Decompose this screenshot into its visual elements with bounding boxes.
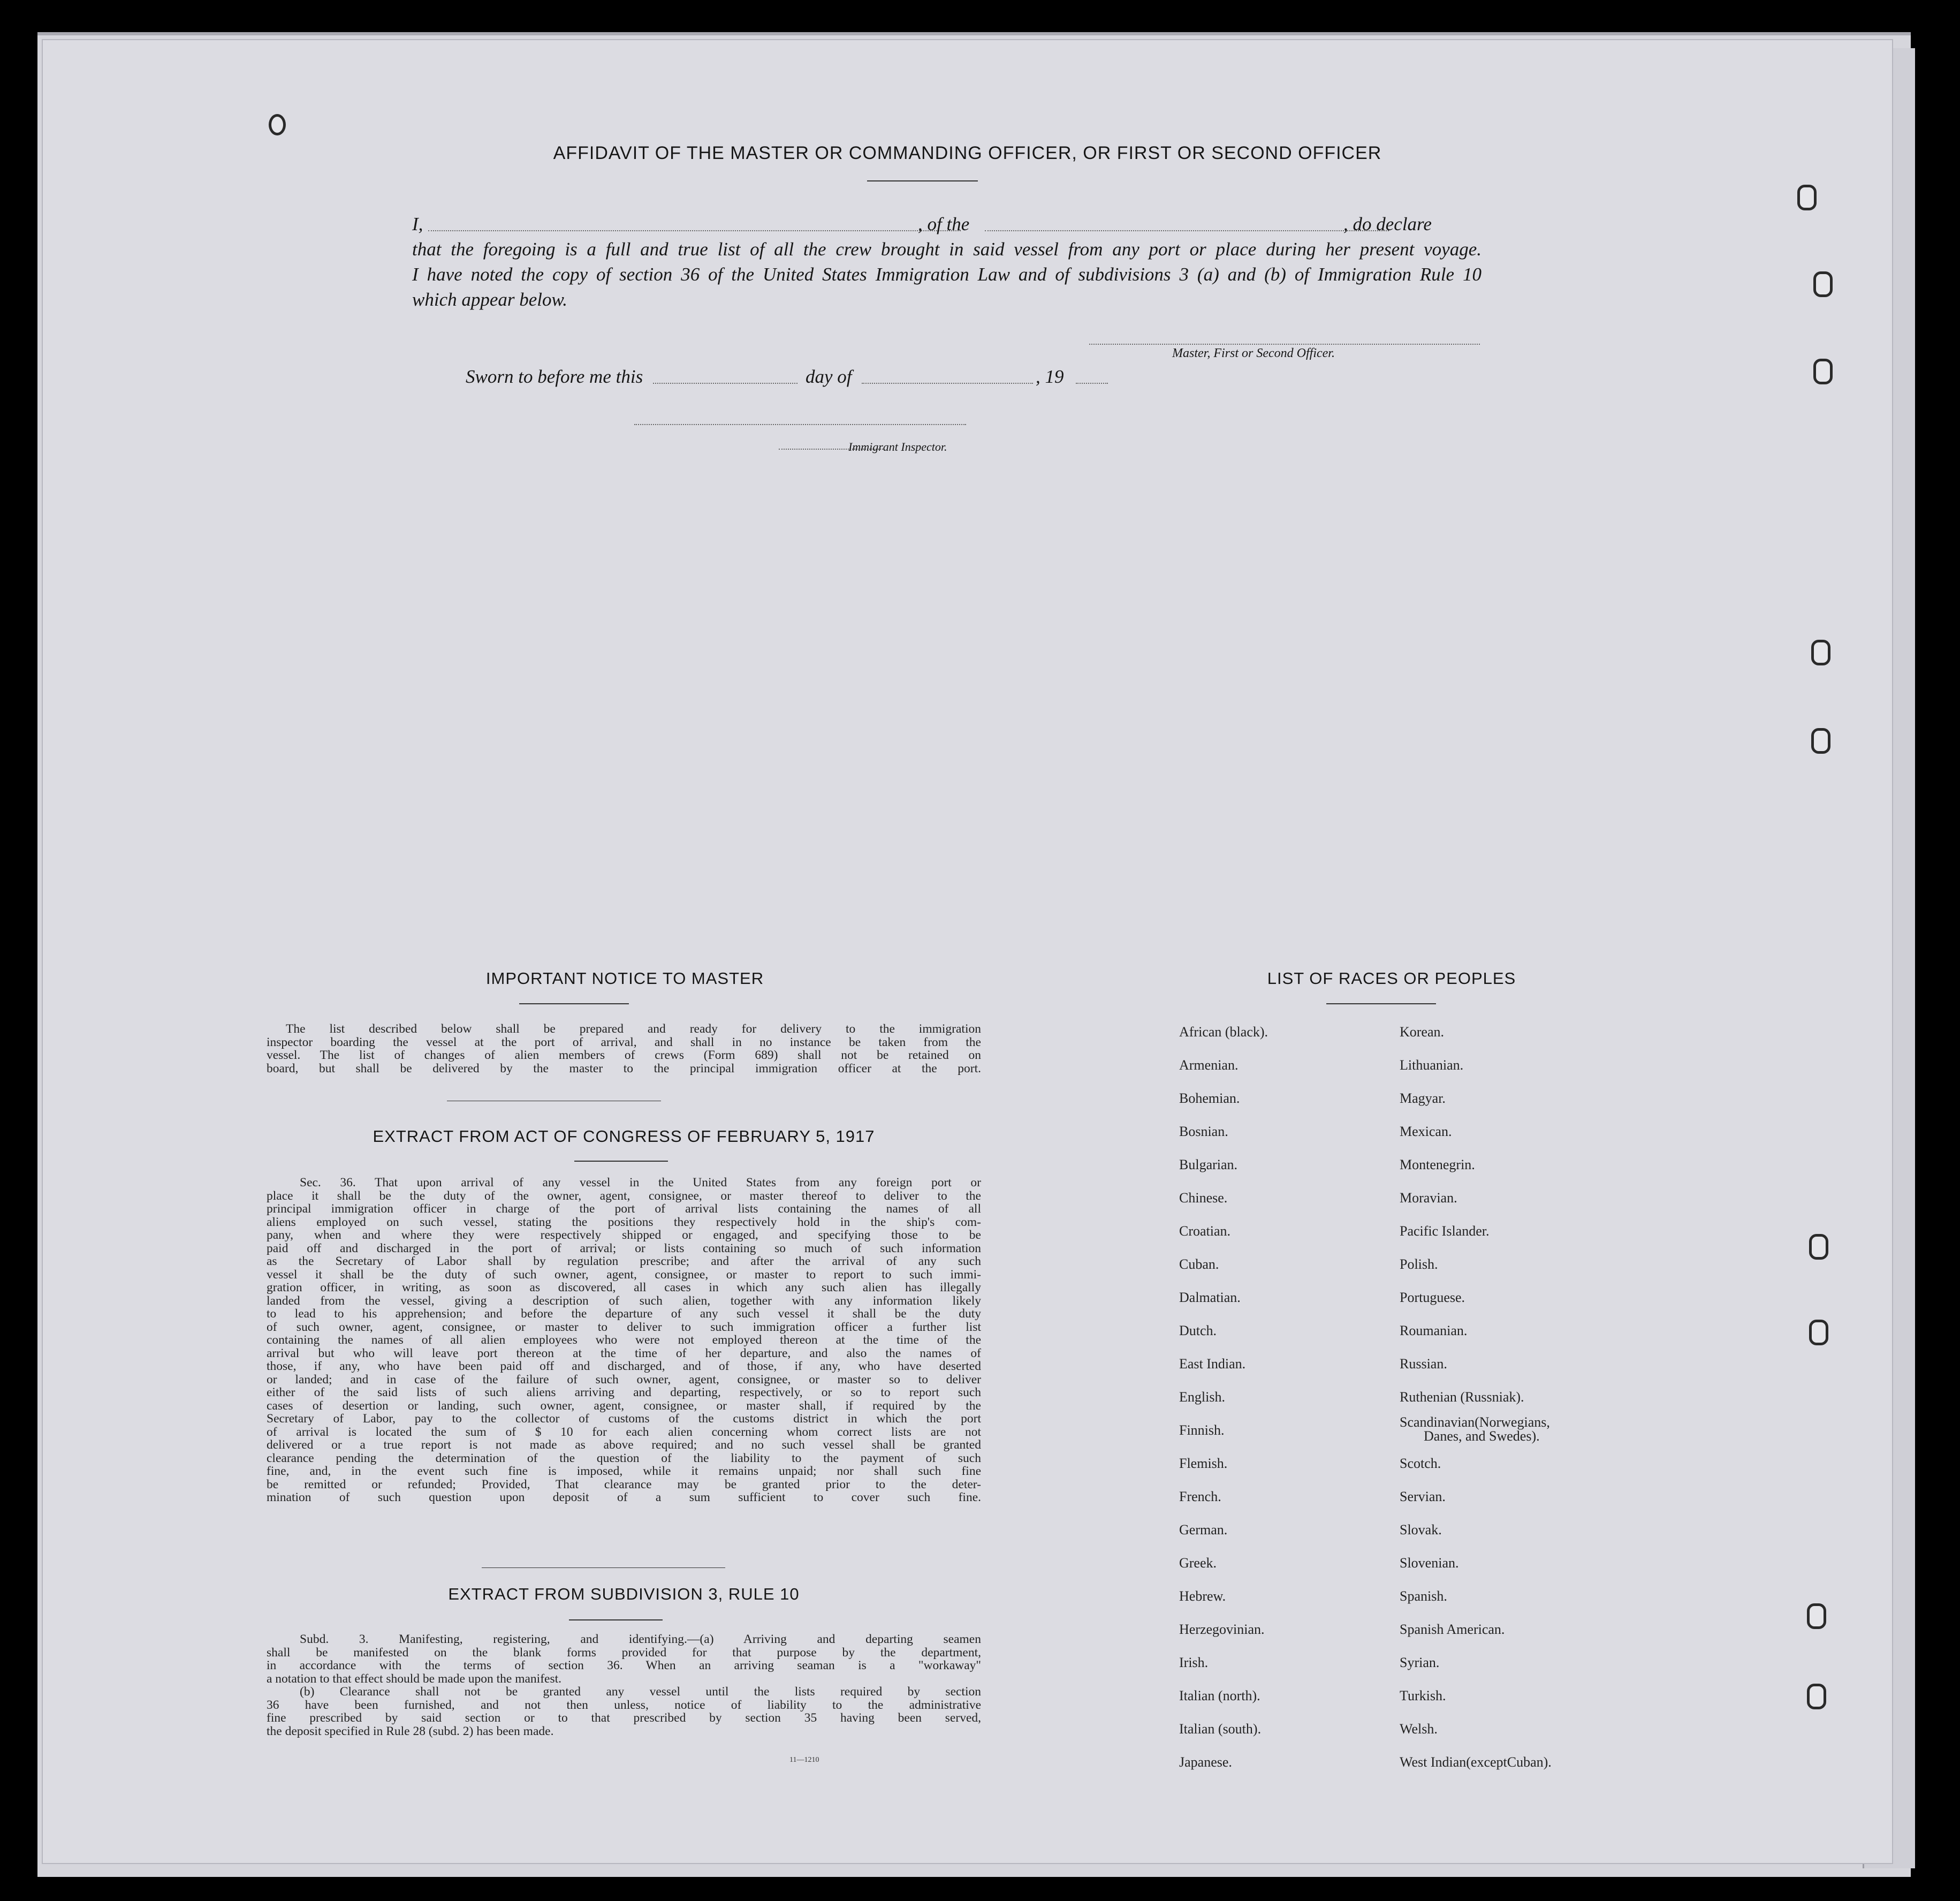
act-line: or landed; and in case of the failure of such owner, agent, consignee, or master so to deliver <box>267 1372 981 1387</box>
race-item: Welsh. <box>1400 1721 1438 1737</box>
form-number: 11—1210 <box>789 1756 819 1764</box>
race-item: Slovenian. <box>1400 1555 1459 1571</box>
punch-hole-icon <box>1813 271 1833 297</box>
punch-hole-icon <box>1811 640 1830 665</box>
race-item: Cuban. <box>1179 1256 1219 1272</box>
act-body <box>267 1176 981 1504</box>
race-item: Herzegovinian. <box>1179 1622 1265 1637</box>
race-item: Slovak. <box>1400 1522 1442 1538</box>
punch-hole-icon <box>1811 728 1830 754</box>
signature-field[interactable] <box>1089 344 1480 345</box>
act-line: of such owner, agent, consignee, or master to deliver to such immigration officer a further list <box>267 1320 981 1334</box>
act-line: gration officer, in writing, as soon as discovered, all cases in which any such alien has illegally <box>267 1281 981 1294</box>
race-item: East Indian. <box>1179 1356 1246 1372</box>
race-item: Magyar. <box>1400 1090 1446 1106</box>
race-item: Italian (south). <box>1179 1721 1262 1737</box>
race-item: Hebrew. <box>1179 1588 1226 1604</box>
rule-line: the deposit specified in Rule 28 (subd. 2) has been made. <box>267 1724 554 1738</box>
sworn-month-field[interactable] <box>862 383 1033 384</box>
act-line: clearance pending the determination of the question of the liability to the payment of such <box>267 1451 981 1465</box>
race-item: Ruthenian (Russniak). <box>1400 1389 1524 1405</box>
race-item: Bulgarian. <box>1179 1157 1238 1172</box>
signature-caption: Master, First or Second Officer. <box>1172 346 1335 360</box>
race-item: Japanese. <box>1179 1754 1232 1770</box>
act-line: fine, and, in the event such fine is imposed, while it remains unpaid; nor shall such fine <box>267 1464 981 1478</box>
race-item: Pacific Islander. <box>1400 1223 1490 1239</box>
race-item: Bosnian. <box>1179 1124 1228 1139</box>
race-item: Korean. <box>1400 1024 1445 1040</box>
race-item: Scandinavian(Norwegians, <box>1400 1414 1550 1430</box>
race-item: Scotch. <box>1400 1456 1441 1471</box>
affidavit-title: AFFIDAVIT OF THE MASTER OR COMMANDING OFFICER, OR FIRST OR SECOND OFFICER <box>553 143 1382 163</box>
declarant-name-field[interactable] <box>428 230 961 231</box>
punch-hole-icon <box>1807 1684 1826 1709</box>
race-item: Dalmatian. <box>1179 1290 1241 1305</box>
vessel-name-field[interactable] <box>985 230 1389 231</box>
races-title: LIST OF RACES OR PEOPLES <box>1267 969 1516 988</box>
inspector-caption: Immigrant Inspector. <box>848 440 947 453</box>
race-item: Russian. <box>1400 1356 1447 1372</box>
act-line: principal immigration officer in charge of the port of arrival lists containing the names of all <box>267 1202 981 1216</box>
act-line: to lead to his apprehension; and before the departure of any such vessel it shall be the duty <box>267 1307 981 1321</box>
rule-title: EXTRACT FROM SUBDIVISION 3, RULE 10 <box>448 1585 800 1603</box>
act-line: delivered or a true report is not made as above required; and no such vessel shall be granted <box>267 1438 981 1452</box>
race-item: Moravian. <box>1400 1190 1457 1206</box>
sworn-day-field[interactable] <box>653 383 797 384</box>
race-item: Lithuanian. <box>1400 1057 1464 1073</box>
day-of-word: day of <box>806 366 852 387</box>
act-line: vessel it shall be the duty of such owner, agent, consignee, or master to report to such immi- <box>267 1267 981 1282</box>
declaration-line-4: which appear below. <box>412 289 568 310</box>
act-line: arrival but who will leave port thereon at the time of her departure, and also the names of <box>267 1346 981 1360</box>
sworn-text: Sworn to before me this <box>466 366 643 387</box>
punch-hole-icon <box>1813 359 1833 384</box>
notice-body <box>267 1023 981 1075</box>
race-item: Dutch. <box>1179 1323 1217 1338</box>
do-declare-word: , do declare <box>1343 214 1432 234</box>
act-line: as the Secretary of Labor shall by regulation prescribe; and after the arrival of any such <box>267 1254 981 1268</box>
race-item: English. <box>1179 1389 1225 1405</box>
declarant-word: I, <box>412 214 423 234</box>
race-item: Finnish. <box>1179 1422 1225 1438</box>
act-line: aliens employed on such vessel, stating the positions they respectively hold in the ship's com- <box>267 1215 981 1229</box>
act-line: either of the said lists of such aliens arriving and departing, respectively, or so to report such <box>267 1385 981 1399</box>
notice-rule <box>519 1003 629 1004</box>
act-line: pany, when and where they were respectively shipped or engaged, and specifying those to be <box>267 1228 981 1242</box>
notice-title: IMPORTANT NOTICE TO MASTER <box>485 969 764 988</box>
act-line: paid off and discharged in the port of arrival; or lists containing so much of such information <box>267 1241 981 1255</box>
race-item: German. <box>1179 1522 1228 1538</box>
notice-line: board, but shall be delivered by the master to the principal immigration officer at the port. <box>267 1061 981 1076</box>
sworn-year-field[interactable] <box>1076 383 1108 384</box>
rule-line: a notation to that effect should be made upon the manifest. <box>267 1671 562 1686</box>
race-item: Armenian. <box>1179 1057 1239 1073</box>
race-item: Servian. <box>1400 1489 1446 1504</box>
act-line: containing the names of all alien employees who were not employed thereon at the time of the <box>267 1333 981 1347</box>
act-line: of arrival is located the sum of $ 10 for each alien concerning whom correct lists are not <box>267 1425 981 1439</box>
punch-hole-icon <box>1797 185 1817 210</box>
rule-line: fine prescribed by said section or to that prescribed by section 35 having been served, <box>267 1711 981 1725</box>
races-rule <box>1326 1003 1436 1004</box>
race-item: Croatian. <box>1179 1223 1231 1239</box>
rule-line: 36 have been furnished, and not then unless, notice of liability to the administrative <box>267 1698 981 1712</box>
race-item: Spanish American. <box>1400 1622 1505 1637</box>
race-item: West Indian(exceptCuban). <box>1400 1754 1552 1770</box>
declaration-line-2: that the foregoing is a full and true list of all the crew brought in said vessel from any port or place during her present voyage. <box>412 239 1482 260</box>
race-item: Roumanian. <box>1400 1323 1468 1338</box>
of-the-word: , of the <box>918 214 970 234</box>
rule-line: in accordance with the terms of section 36. When an arriving seaman is a "workaway" <box>267 1658 981 1672</box>
declaration-line-3: I have noted the copy of section 36 of the United States Immigration Law and of subdivisions 3 (a) and (b) of Immigration Rule 10 <box>412 264 1482 285</box>
act-line: mination of such question upon deposit of a sum sufficient to cover such fine. <box>267 1490 981 1504</box>
race-item: African (black). <box>1179 1024 1268 1040</box>
punch-hole-icon <box>1809 1234 1828 1260</box>
race-item: Portuguese. <box>1400 1290 1465 1305</box>
race-item: Polish. <box>1400 1256 1438 1272</box>
race-item: Danes, and Swedes). <box>1424 1428 1540 1444</box>
year-prefix: , 19 <box>1036 366 1064 387</box>
race-item: French. <box>1179 1489 1221 1504</box>
race-item: Turkish. <box>1400 1688 1446 1703</box>
title-rule <box>867 180 978 181</box>
race-item: Flemish. <box>1179 1456 1228 1471</box>
act-line: cases of desertion or landing, such owner, agent, consignee, or master shall, if required by the <box>267 1398 981 1413</box>
race-item: Montenegrin. <box>1400 1157 1475 1172</box>
act-line: place it shall be the duty of the owner, agent, consignee, or master thereof to deliver to the <box>267 1188 981 1203</box>
punch-hole-icon <box>1807 1603 1826 1629</box>
act-line: those, if any, who have been paid off and discharged, and of those, if any, who have deserted <box>267 1359 981 1373</box>
race-item: Italian (north). <box>1179 1688 1260 1703</box>
rule-line: shall be manifested on the blank forms provided for that purpose by the department, <box>267 1645 981 1660</box>
act-line: be remitted or refunded; Provided, That clearance may be granted prior to the deter- <box>267 1477 981 1491</box>
race-item: Chinese. <box>1179 1190 1228 1206</box>
act-line: landed from the vessel, giving a description of such alien, together with any information likely <box>267 1293 981 1308</box>
act-title: EXTRACT FROM ACT OF CONGRESS OF FEBRUARY 5, 1917 <box>373 1127 875 1146</box>
rule-body <box>267 1633 981 1738</box>
rule-rule <box>569 1619 663 1620</box>
section-divider <box>482 1567 725 1568</box>
race-item: Greek. <box>1179 1555 1217 1571</box>
inspector-signature-field[interactable] <box>634 424 966 425</box>
race-item: Bohemian. <box>1179 1090 1240 1106</box>
race-item: Mexican. <box>1400 1124 1452 1139</box>
act-line: Secretary of Labor, pay to the collector of customs of the customs district in which the port <box>267 1412 981 1426</box>
act-line: Sec. 36. That upon arrival of any vessel in the United States from any foreign port or <box>300 1176 981 1190</box>
rule-line: Subd. 3. Manifesting, registering, and identifying.—(a) Arriving and departing seamen <box>300 1632 981 1646</box>
punch-hole-icon <box>1809 1320 1828 1345</box>
notice-line: vessel. The list of changes of alien members of crews (Form 689) shall not be retained on <box>267 1048 981 1062</box>
notice-line: inspector boarding the vessel at the port of arrival, and shall in no instance be taken from the <box>267 1035 981 1049</box>
punch-hole-icon <box>269 114 286 135</box>
document-page <box>43 40 1892 1863</box>
rule-line: (b) Clearance shall not be granted any vessel until the lists required by section <box>300 1685 981 1699</box>
act-rule <box>574 1161 668 1162</box>
race-item: Spanish. <box>1400 1588 1447 1604</box>
notice-line: The list described below shall be prepared and ready for delivery to the immigration <box>286 1022 981 1036</box>
race-item: Irish. <box>1179 1655 1209 1670</box>
race-item: Syrian. <box>1400 1655 1440 1670</box>
